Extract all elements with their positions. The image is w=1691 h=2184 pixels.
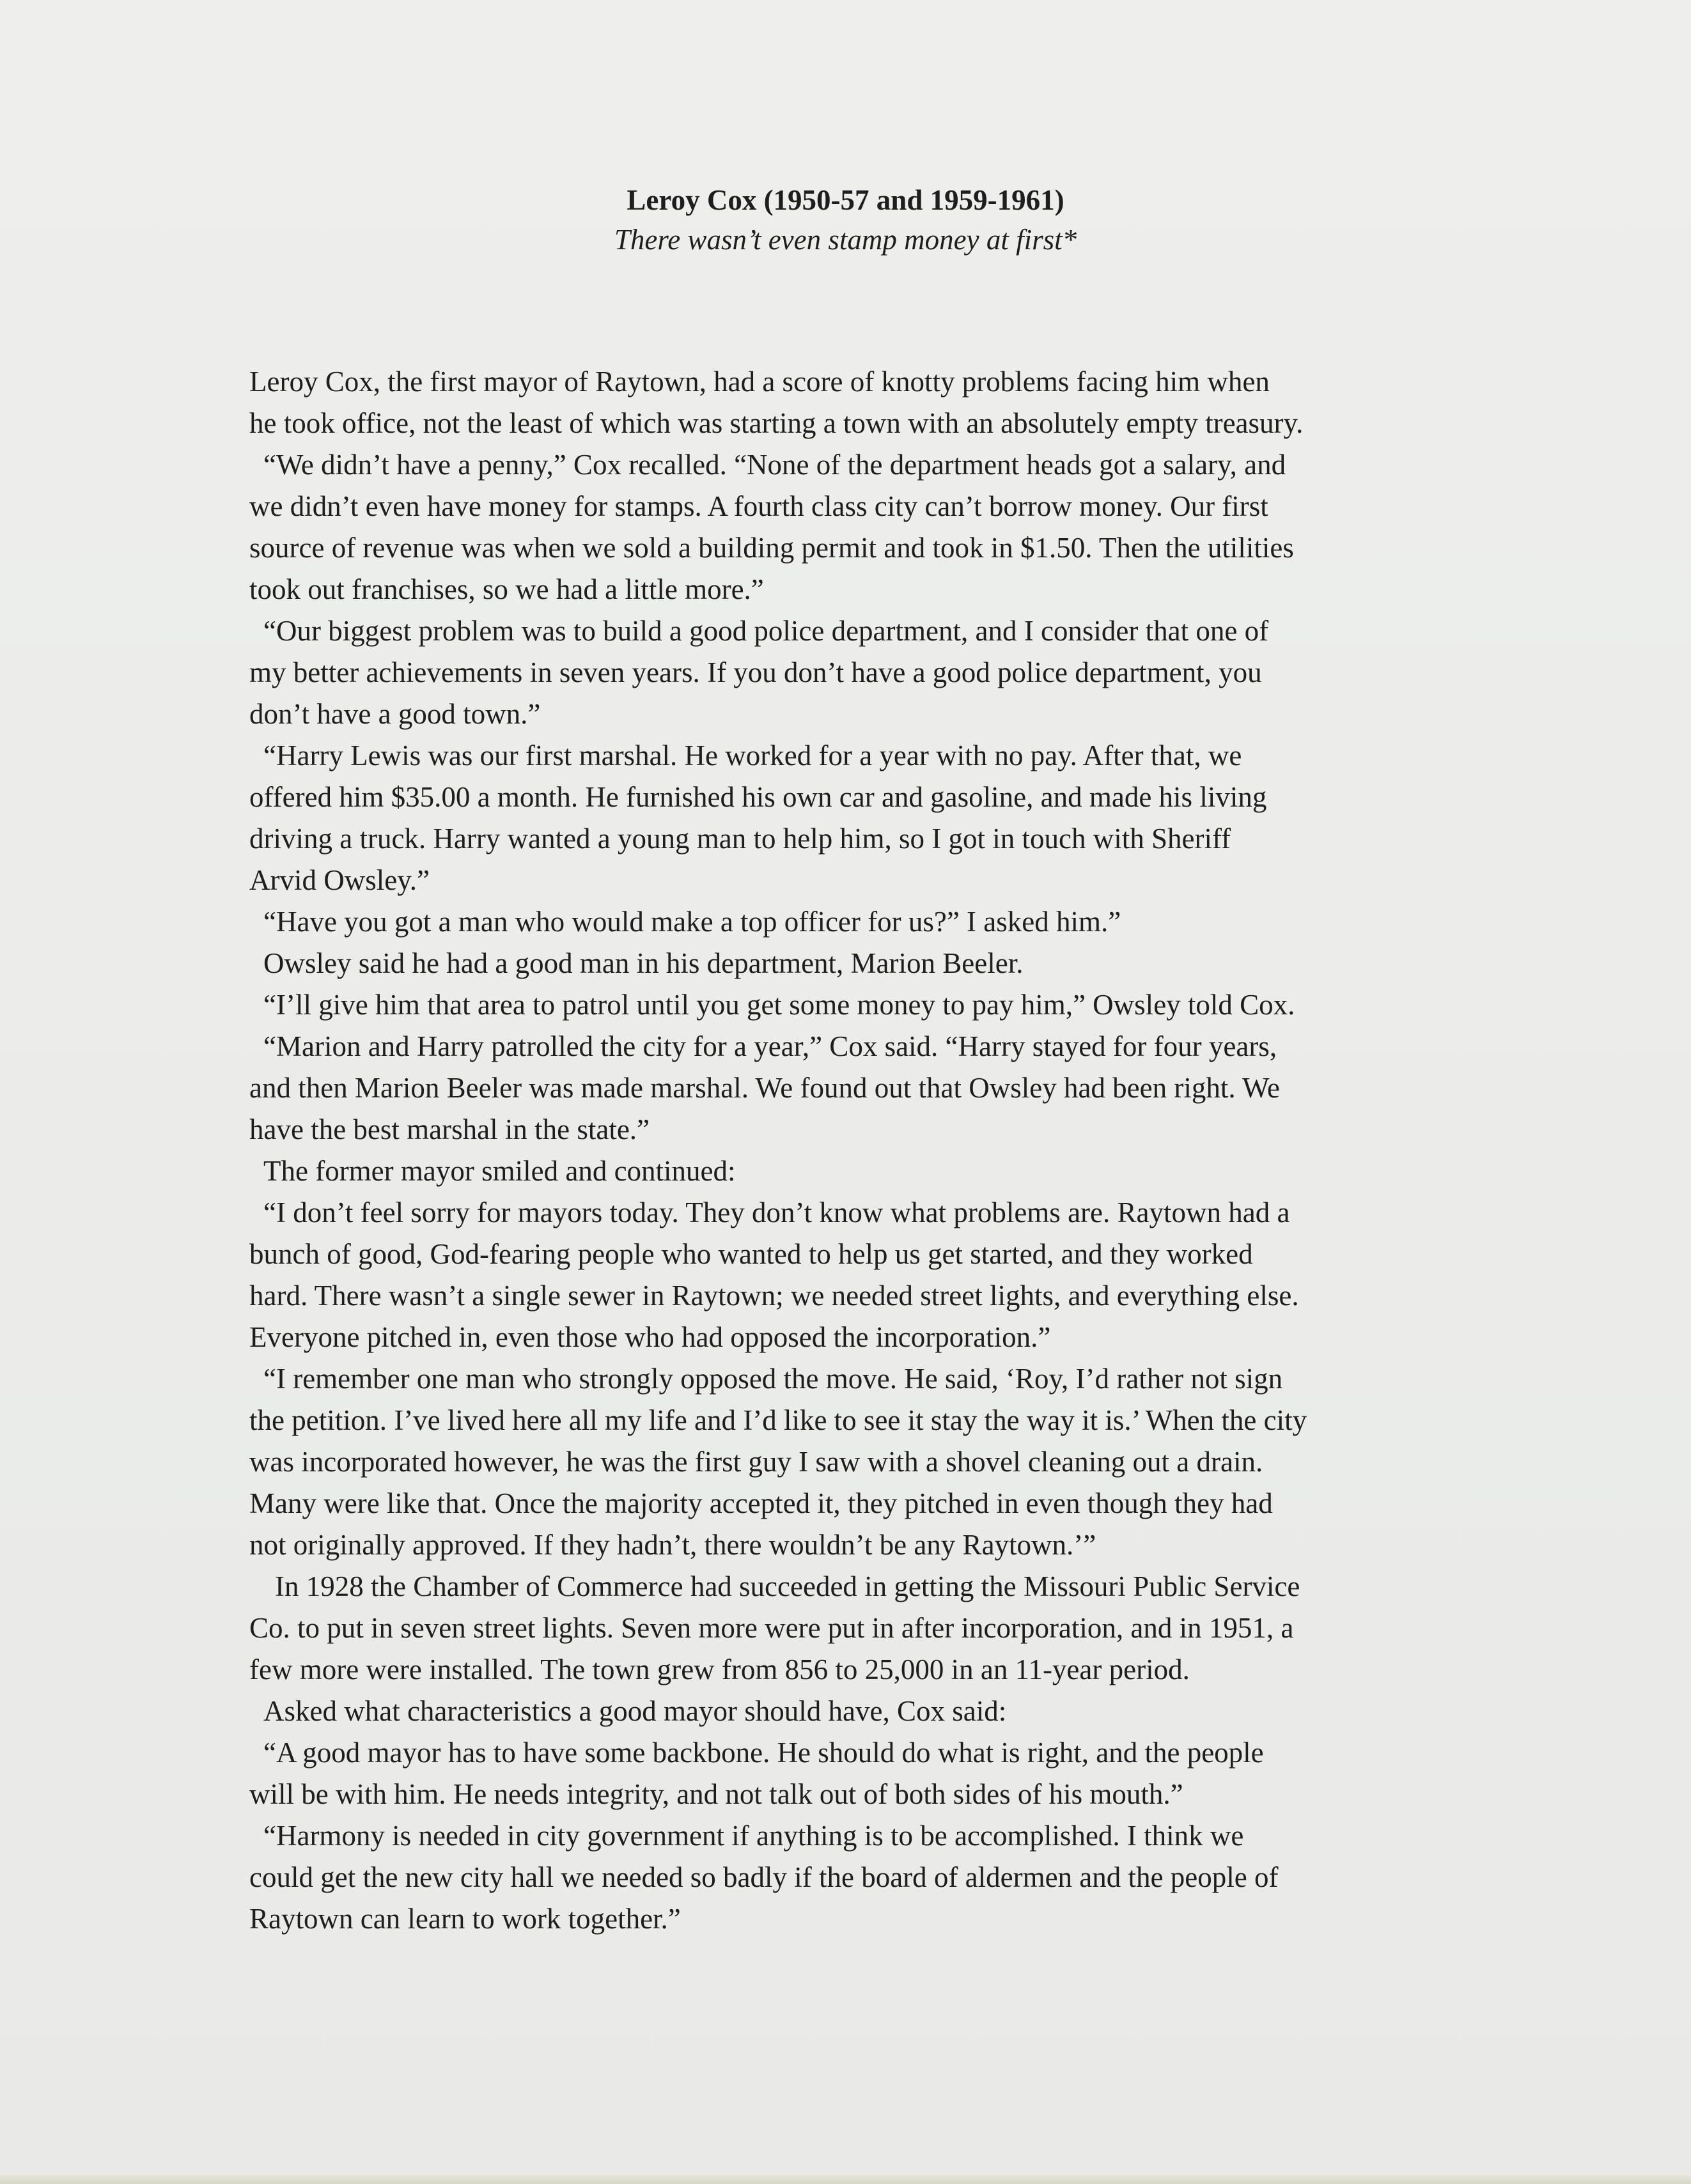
text-line: was incorporated however, he was the first guy I saw with a shovel cleaning out a drain. bbox=[249, 1446, 1263, 1478]
text-line: and then Marion Beeler was made marshal. We found out that Owsley had been right. We bbox=[249, 1072, 1280, 1104]
text-line: “I’ll give him that area to patrol until you get some money to pay him,” Owsley told Cox. bbox=[263, 989, 1295, 1021]
text-line: he took office, not the least of which was starting a town with an absolutely empty treasury. bbox=[249, 407, 1304, 439]
text-line: The former mayor smiled and continued: bbox=[263, 1155, 736, 1187]
text-line: source of revenue was when we sold a building permit and took in $1.50. Then the utilities bbox=[249, 532, 1294, 564]
text-line: Owsley said he had a good man in his department, Marion Beeler. bbox=[263, 947, 1024, 979]
page-bottom-edge bbox=[0, 2175, 1691, 2184]
text-line: bunch of good, God-fearing people who wanted to help us get started, and they worked bbox=[249, 1238, 1253, 1270]
text-line: we didn’t even have money for stamps. A fourth class city can’t borrow money. Our first bbox=[249, 490, 1268, 522]
text-line: “Harmony is needed in city government if anything is to be accomplished. I think we bbox=[263, 1820, 1244, 1852]
text-line: Co. to put in seven street lights. Seven more were put in after incorporation, and in 1951, a bbox=[249, 1612, 1294, 1644]
text-line: took out franchises, so we had a little more.” bbox=[249, 573, 764, 605]
text-line: “I remember one man who strongly opposed the move. He said, ‘Roy, I’d rather not sign bbox=[263, 1363, 1283, 1395]
text-line: few more were installed. The town grew from 856 to 25,000 in an 11-year period. bbox=[249, 1653, 1190, 1685]
text-line: have the best marshal in the state.” bbox=[249, 1113, 650, 1145]
text-line: “Our biggest problem was to build a good police department, and I consider that one of bbox=[263, 615, 1269, 647]
text-line: Arvid Owsley.” bbox=[249, 864, 430, 896]
text-line: not originally approved. If they hadn’t, there wouldn’t be any Raytown.’” bbox=[249, 1529, 1096, 1561]
article-subtitle: There wasn’t even stamp money at first* bbox=[614, 224, 1077, 256]
text-line: “Marion and Harry patrolled the city for a year,” Cox said. “Harry stayed for four years, bbox=[263, 1030, 1277, 1062]
text-line: Many were like that. Once the majority accepted it, they pitched in even though they had bbox=[249, 1487, 1273, 1519]
text-line: Asked what characteristics a good mayor should have, Cox said: bbox=[263, 1695, 1007, 1727]
text-line: don’t have a good town.” bbox=[249, 698, 541, 730]
article-header bbox=[0, 180, 1691, 259]
text-line: offered him $35.00 a month. He furnished his own car and gasoline, and made his living bbox=[249, 781, 1267, 813]
text-line: Leroy Cox, the first mayor of Raytown, had a score of knotty problems facing him when bbox=[249, 366, 1270, 398]
text-line: my better achievements in seven years. If you don’t have a good police department, you bbox=[249, 656, 1262, 688]
article-body bbox=[249, 361, 1464, 1940]
text-line: will be with him. He needs integrity, and not talk out of both sides of his mouth.” bbox=[249, 1778, 1183, 1810]
text-line: In 1928 the Chamber of Commerce had succeeded in getting the Missouri Public Service bbox=[275, 1570, 1300, 1602]
text-line: “Harry Lewis was our first marshal. He worked for a year with no pay. After that, we bbox=[263, 740, 1242, 771]
text-line: “Have you got a man who would make a top officer for us?” I asked him.” bbox=[263, 906, 1121, 938]
text-line: the petition. I’ve lived here all my life and I’d like to see it stay the way it is.’ When the city bbox=[249, 1404, 1307, 1436]
text-line: “I don’t feel sorry for mayors today. They don’t know what problems are. Raytown had a bbox=[263, 1197, 1290, 1228]
text-line: driving a truck. Harry wanted a young man to help him, so I got in touch with Sheriff bbox=[249, 823, 1231, 855]
article-title: Leroy Cox (1950-57 and 1959-1961) bbox=[627, 184, 1064, 216]
text-line: Everyone pitched in, even those who had opposed the incorporation.” bbox=[249, 1321, 1051, 1353]
text-line: Raytown can learn to work together.” bbox=[249, 1903, 681, 1935]
text-line: could get the new city hall we needed so badly if the board of aldermen and the people of bbox=[249, 1861, 1279, 1893]
text-line: “We didn’t have a penny,” Cox recalled. “None of the department heads got a salary, and bbox=[263, 449, 1286, 481]
text-line: “A good mayor has to have some backbone. He should do what is right, and the people bbox=[263, 1737, 1264, 1769]
text-line: hard. There wasn’t a single sewer in Raytown; we needed street lights, and everything else. bbox=[249, 1280, 1299, 1312]
